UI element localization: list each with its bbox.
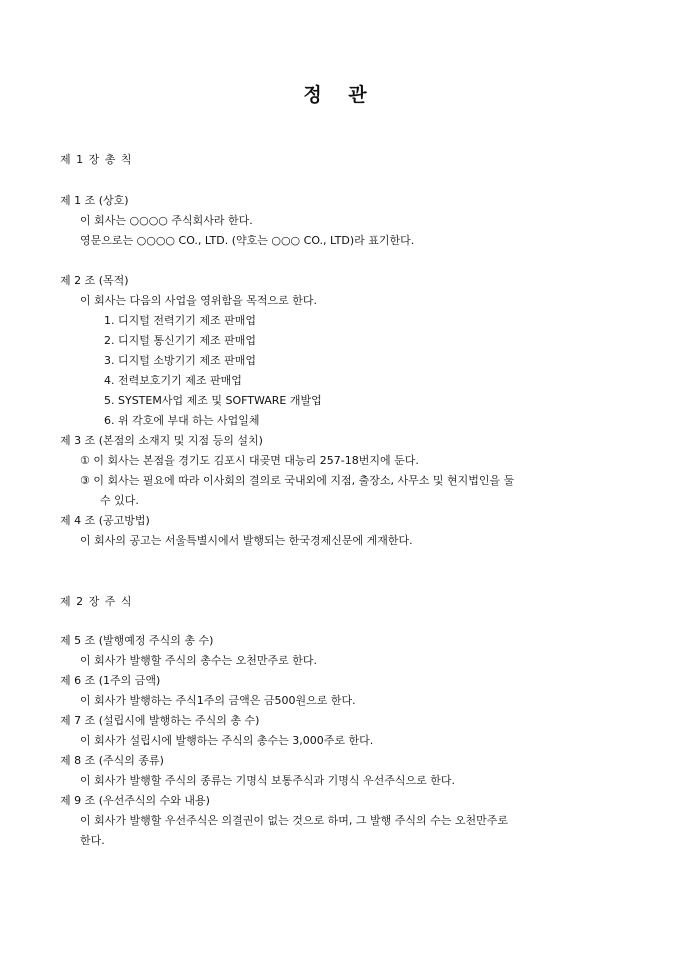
article-2-intro: 이 회사는 다음의 사업을 영위함을 목적으로 한다. [80,294,317,307]
article-7-heading: 제 7 조 (설립시에 발행하는 주식의 총 수) [60,714,260,727]
article-5-heading: 제 5 조 (발행예정 주식의 총 수) [60,634,214,647]
article-4-body: 이 회사의 공고는 서울특별시에서 발행되는 한국경제신문에 게재한다. [80,534,413,547]
article-3-heading: 제 3 조 (본점의 소재지 및 지점 등의 설치) [60,434,263,447]
article-9-body-line-1: 이 회사가 발행할 우선주식은 의결권이 없는 것으로 하며, 그 발행 주식의 수는 오천만주로 [80,814,508,827]
article-6-body: 이 회사가 발행하는 주식1주의 금액은 금500원으로 한다. [80,694,356,707]
document-title: 정 관 [303,84,377,106]
article-2-item: 1. 디지털 전력기기 제조 판매업 [104,314,256,327]
article-1-heading: 제 1 조 (상호) [60,194,129,207]
article-2-item: 4. 전력보호기기 제조 판매업 [104,374,242,387]
article-3-paragraph-2-cont: 수 있다. [100,494,139,507]
article-8-heading: 제 8 조 (주식의 종류) [60,754,164,767]
article-9-heading: 제 9 조 (우선주식의 수와 내용) [60,794,210,807]
article-2-item: 5. SYSTEM사업 제조 및 SOFTWARE 개발업 [104,394,322,407]
article-9-body-line-2: 한다. [80,834,105,847]
article-5-body: 이 회사가 발행할 주식의 총수는 오천만주로 한다. [80,654,317,667]
article-2-item: 6. 위 각호에 부대 하는 사업일체 [104,414,260,427]
article-8-body: 이 회사가 발행할 주식의 종류는 기명식 보통주식과 기명식 우선주식으로 한다. [80,774,455,787]
article-3-paragraph-2: ③ 이 회사는 필요에 따라 이사회의 결의로 국내외에 지점, 출장소, 사무소 및 현지법인을 둘 [80,474,515,487]
article-3-paragraph-1: ① 이 회사는 본점을 경기도 김포시 대곶면 대능리 257-18번지에 둔다. [80,454,419,467]
chapter-1-heading: 제 1 장 총 칙 [60,153,133,166]
article-7-body: 이 회사가 설립시에 발행하는 주식의 총수는 3,000주로 한다. [80,734,374,747]
article-2-item: 3. 디지털 소방기기 제조 판매업 [104,354,256,367]
article-1-line-1: 이 회사는 ○○○○ 주식회사라 한다. [80,214,253,227]
article-6-heading: 제 6 조 (1주의 금액) [60,674,161,687]
article-1-line-2: 영문으로는 ○○○○ CO., LTD. (약호는 ○○○ CO., LTD)라 표기한다. [80,234,415,247]
article-2-item: 2. 디지털 통신기기 제조 판매업 [104,334,256,347]
article-4-heading: 제 4 조 (공고방법) [60,514,150,527]
article-2-heading: 제 2 조 (목적) [60,274,129,287]
chapter-2-heading: 제 2 장 주 식 [60,595,133,608]
